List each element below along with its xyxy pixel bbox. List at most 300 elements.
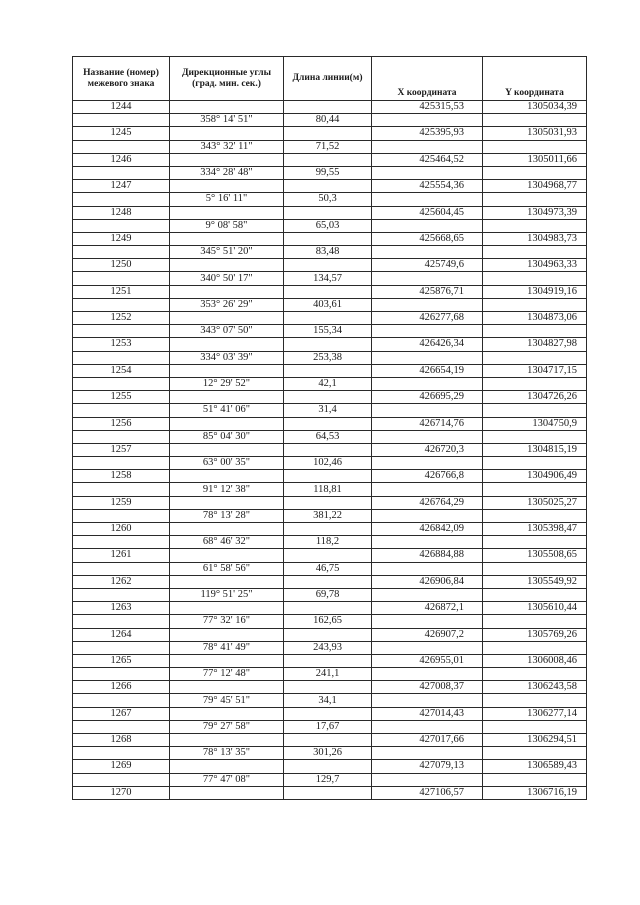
- direction-angle-cell: 12° 29' 52": [170, 377, 284, 390]
- y-coordinate-cell: 1305031,93: [483, 127, 587, 140]
- empty-length-cell: [284, 391, 372, 404]
- point-row: [73, 707, 587, 720]
- empty-x-cell: [372, 615, 483, 628]
- point-name-cell: 1254: [73, 364, 170, 377]
- x-coordinate-cell: 426695,29: [372, 391, 483, 404]
- y-coordinate-cell: 1305769,26: [483, 628, 587, 641]
- x-coordinate-cell: 425395,93: [372, 127, 483, 140]
- point-name-cell: 1252: [73, 312, 170, 325]
- empty-y-cell: [483, 298, 587, 311]
- empty-x-cell: [372, 747, 483, 760]
- direction-angle-cell: 343° 07' 50": [170, 325, 284, 338]
- empty-name-cell: [73, 641, 170, 654]
- empty-name-cell: [73, 588, 170, 601]
- empty-name-cell: [73, 272, 170, 285]
- empty-name-cell: [73, 509, 170, 522]
- direction-angle-cell: 119° 51' 25": [170, 588, 284, 601]
- line-length-cell: 99,55: [284, 166, 372, 179]
- empty-x-cell: [372, 246, 483, 259]
- direction-angle-cell: 51° 41' 06": [170, 404, 284, 417]
- empty-name-cell: [73, 351, 170, 364]
- header-length: Длина линии(м): [284, 57, 372, 101]
- line-length-cell: 31,4: [284, 404, 372, 417]
- empty-x-cell: [372, 193, 483, 206]
- coordinates-sheet: [72, 56, 586, 836]
- point-name-cell: 1264: [73, 628, 170, 641]
- empty-name-cell: [73, 562, 170, 575]
- point-name-cell: 1249: [73, 232, 170, 245]
- x-coordinate-cell: 425554,36: [372, 180, 483, 193]
- point-row: [73, 602, 587, 615]
- segment-row: [73, 140, 587, 153]
- point-name-cell: 1270: [73, 786, 170, 799]
- empty-x-cell: [372, 773, 483, 786]
- empty-name-cell: [73, 114, 170, 127]
- y-coordinate-cell: 1306243,58: [483, 681, 587, 694]
- direction-angle-cell: 68° 46' 32": [170, 536, 284, 549]
- y-coordinate-cell: 1304750,9: [483, 417, 587, 430]
- point-name-cell: 1262: [73, 575, 170, 588]
- empty-x-cell: [372, 166, 483, 179]
- line-length-cell: 71,52: [284, 140, 372, 153]
- point-name-cell: 1263: [73, 602, 170, 615]
- x-coordinate-cell: 425749,6: [372, 259, 483, 272]
- line-length-cell: 241,1: [284, 668, 372, 681]
- empty-x-cell: [372, 588, 483, 601]
- point-row: [73, 232, 587, 245]
- empty-y-cell: [483, 272, 587, 285]
- segment-row: [73, 166, 587, 179]
- direction-angle-cell: 85° 04' 30": [170, 430, 284, 443]
- line-length-cell: 65,03: [284, 219, 372, 232]
- empty-length-cell: [284, 338, 372, 351]
- empty-name-cell: [73, 457, 170, 470]
- empty-angle-cell: [170, 443, 284, 456]
- empty-angle-cell: [170, 602, 284, 615]
- direction-angle-cell: 78° 13' 35": [170, 747, 284, 760]
- empty-x-cell: [372, 509, 483, 522]
- direction-angle-cell: 61° 58' 56": [170, 562, 284, 575]
- empty-length-cell: [284, 654, 372, 667]
- empty-angle-cell: [170, 101, 284, 114]
- boundary-coordinates-table: [72, 56, 587, 800]
- empty-name-cell: [73, 377, 170, 390]
- empty-y-cell: [483, 509, 587, 522]
- empty-angle-cell: [170, 681, 284, 694]
- segment-row: [73, 404, 587, 417]
- y-coordinate-cell: 1304973,39: [483, 206, 587, 219]
- point-name-cell: 1247: [73, 180, 170, 193]
- empty-name-cell: [73, 193, 170, 206]
- empty-length-cell: [284, 312, 372, 325]
- empty-angle-cell: [170, 285, 284, 298]
- empty-angle-cell: [170, 707, 284, 720]
- direction-angle-cell: 91° 12' 38": [170, 483, 284, 496]
- empty-y-cell: [483, 193, 587, 206]
- x-coordinate-cell: 427008,37: [372, 681, 483, 694]
- point-name-cell: 1258: [73, 470, 170, 483]
- empty-angle-cell: [170, 259, 284, 272]
- line-length-cell: 64,53: [284, 430, 372, 443]
- x-coordinate-cell: 427079,13: [372, 760, 483, 773]
- point-row: [73, 417, 587, 430]
- line-length-cell: 50,3: [284, 193, 372, 206]
- empty-x-cell: [372, 694, 483, 707]
- x-coordinate-cell: 426766,8: [372, 470, 483, 483]
- y-coordinate-cell: 1305034,39: [483, 101, 587, 114]
- empty-angle-cell: [170, 549, 284, 562]
- point-row: [73, 364, 587, 377]
- empty-name-cell: [73, 694, 170, 707]
- segment-row: [73, 193, 587, 206]
- empty-length-cell: [284, 575, 372, 588]
- x-coordinate-cell: 425604,45: [372, 206, 483, 219]
- line-length-cell: 118,2: [284, 536, 372, 549]
- x-coordinate-cell: 426955,01: [372, 654, 483, 667]
- header-name: Название (номер) межевого знака: [73, 57, 170, 101]
- y-coordinate-cell: 1305508,65: [483, 549, 587, 562]
- x-coordinate-cell: 425315,53: [372, 101, 483, 114]
- point-row: [73, 654, 587, 667]
- point-row: [73, 549, 587, 562]
- empty-angle-cell: [170, 312, 284, 325]
- empty-angle-cell: [170, 496, 284, 509]
- y-coordinate-cell: 1306008,46: [483, 654, 587, 667]
- segment-row: [73, 668, 587, 681]
- empty-name-cell: [73, 615, 170, 628]
- segment-row: [73, 615, 587, 628]
- y-coordinate-cell: 1304983,73: [483, 232, 587, 245]
- empty-angle-cell: [170, 417, 284, 430]
- empty-name-cell: [73, 430, 170, 443]
- direction-angle-cell: 77° 32' 16": [170, 615, 284, 628]
- point-row: [73, 312, 587, 325]
- empty-y-cell: [483, 325, 587, 338]
- header-y: Y координата: [483, 57, 587, 101]
- direction-angle-cell: 77° 12' 48": [170, 668, 284, 681]
- point-name-cell: 1266: [73, 681, 170, 694]
- line-length-cell: 253,38: [284, 351, 372, 364]
- point-row: [73, 391, 587, 404]
- header-row: [73, 57, 587, 101]
- x-coordinate-cell: 426654,19: [372, 364, 483, 377]
- point-name-cell: 1250: [73, 259, 170, 272]
- empty-y-cell: [483, 747, 587, 760]
- line-length-cell: 381,22: [284, 509, 372, 522]
- empty-y-cell: [483, 615, 587, 628]
- empty-x-cell: [372, 377, 483, 390]
- empty-name-cell: [73, 773, 170, 786]
- point-name-cell: 1256: [73, 417, 170, 430]
- empty-name-cell: [73, 140, 170, 153]
- empty-y-cell: [483, 483, 587, 496]
- y-coordinate-cell: 1305610,44: [483, 602, 587, 615]
- point-name-cell: 1257: [73, 443, 170, 456]
- empty-length-cell: [284, 364, 372, 377]
- y-coordinate-cell: 1305398,47: [483, 523, 587, 536]
- empty-x-cell: [372, 298, 483, 311]
- segment-row: [73, 562, 587, 575]
- empty-angle-cell: [170, 575, 284, 588]
- empty-angle-cell: [170, 153, 284, 166]
- point-row: [73, 681, 587, 694]
- empty-y-cell: [483, 457, 587, 470]
- empty-y-cell: [483, 430, 587, 443]
- empty-angle-cell: [170, 628, 284, 641]
- x-coordinate-cell: 426907,2: [372, 628, 483, 641]
- point-name-cell: 1244: [73, 101, 170, 114]
- x-coordinate-cell: 426714,76: [372, 417, 483, 430]
- point-row: [73, 206, 587, 219]
- segment-row: [73, 351, 587, 364]
- empty-length-cell: [284, 206, 372, 219]
- empty-y-cell: [483, 641, 587, 654]
- line-length-cell: 80,44: [284, 114, 372, 127]
- direction-angle-cell: 78° 41' 49": [170, 641, 284, 654]
- point-row: [73, 523, 587, 536]
- x-coordinate-cell: 425876,71: [372, 285, 483, 298]
- empty-angle-cell: [170, 734, 284, 747]
- line-length-cell: 129,7: [284, 773, 372, 786]
- direction-angle-cell: 334° 03' 39": [170, 351, 284, 364]
- point-name-cell: 1267: [73, 707, 170, 720]
- point-name-cell: 1268: [73, 734, 170, 747]
- empty-y-cell: [483, 377, 587, 390]
- empty-x-cell: [372, 641, 483, 654]
- line-length-cell: 301,26: [284, 747, 372, 760]
- point-row: [73, 338, 587, 351]
- empty-angle-cell: [170, 470, 284, 483]
- header-x: X координата: [372, 57, 483, 101]
- empty-name-cell: [73, 219, 170, 232]
- direction-angle-cell: 345° 51' 20": [170, 246, 284, 259]
- empty-y-cell: [483, 562, 587, 575]
- point-row: [73, 443, 587, 456]
- point-row: [73, 496, 587, 509]
- segment-row: [73, 588, 587, 601]
- empty-x-cell: [372, 430, 483, 443]
- y-coordinate-cell: 1306716,19: [483, 786, 587, 799]
- direction-angle-cell: 5° 16' 11": [170, 193, 284, 206]
- empty-name-cell: [73, 668, 170, 681]
- empty-angle-cell: [170, 654, 284, 667]
- y-coordinate-cell: 1304815,19: [483, 443, 587, 456]
- empty-length-cell: [284, 602, 372, 615]
- empty-length-cell: [284, 153, 372, 166]
- point-row: [73, 734, 587, 747]
- empty-x-cell: [372, 404, 483, 417]
- direction-angle-cell: 9° 08' 58": [170, 219, 284, 232]
- empty-angle-cell: [170, 232, 284, 245]
- line-length-cell: 69,78: [284, 588, 372, 601]
- empty-length-cell: [284, 470, 372, 483]
- empty-length-cell: [284, 786, 372, 799]
- line-length-cell: 34,1: [284, 694, 372, 707]
- segment-row: [73, 272, 587, 285]
- empty-length-cell: [284, 232, 372, 245]
- point-row: [73, 127, 587, 140]
- empty-x-cell: [372, 668, 483, 681]
- empty-x-cell: [372, 272, 483, 285]
- empty-angle-cell: [170, 364, 284, 377]
- x-coordinate-cell: 427017,66: [372, 734, 483, 747]
- point-row: [73, 285, 587, 298]
- empty-length-cell: [284, 707, 372, 720]
- empty-y-cell: [483, 246, 587, 259]
- empty-y-cell: [483, 668, 587, 681]
- line-length-cell: 83,48: [284, 246, 372, 259]
- direction-angle-cell: 79° 45' 51": [170, 694, 284, 707]
- empty-name-cell: [73, 720, 170, 733]
- empty-length-cell: [284, 417, 372, 430]
- segment-row: [73, 430, 587, 443]
- empty-name-cell: [73, 747, 170, 760]
- point-name-cell: 1259: [73, 496, 170, 509]
- x-coordinate-cell: 426277,68: [372, 312, 483, 325]
- empty-x-cell: [372, 140, 483, 153]
- x-coordinate-cell: 426764,29: [372, 496, 483, 509]
- empty-length-cell: [284, 760, 372, 773]
- empty-name-cell: [73, 483, 170, 496]
- y-coordinate-cell: 1304963,33: [483, 259, 587, 272]
- segment-row: [73, 377, 587, 390]
- x-coordinate-cell: 425464,52: [372, 153, 483, 166]
- x-coordinate-cell: 426884,88: [372, 549, 483, 562]
- point-row: [73, 101, 587, 114]
- segment-row: [73, 773, 587, 786]
- segment-row: [73, 246, 587, 259]
- x-coordinate-cell: 426842,09: [372, 523, 483, 536]
- x-coordinate-cell: 426720,3: [372, 443, 483, 456]
- empty-angle-cell: [170, 786, 284, 799]
- header-angle: Дирекционные углы (град. мин. сек.): [170, 57, 284, 101]
- empty-x-cell: [372, 114, 483, 127]
- empty-x-cell: [372, 325, 483, 338]
- empty-name-cell: [73, 404, 170, 417]
- empty-length-cell: [284, 734, 372, 747]
- point-row: [73, 786, 587, 799]
- empty-x-cell: [372, 457, 483, 470]
- point-name-cell: 1253: [73, 338, 170, 351]
- line-length-cell: 155,34: [284, 325, 372, 338]
- segment-row: [73, 641, 587, 654]
- empty-length-cell: [284, 681, 372, 694]
- empty-length-cell: [284, 443, 372, 456]
- empty-length-cell: [284, 496, 372, 509]
- direction-angle-cell: 79° 27' 58": [170, 720, 284, 733]
- segment-row: [73, 720, 587, 733]
- empty-name-cell: [73, 298, 170, 311]
- point-row: [73, 575, 587, 588]
- point-name-cell: 1251: [73, 285, 170, 298]
- point-name-cell: 1246: [73, 153, 170, 166]
- empty-x-cell: [372, 720, 483, 733]
- empty-y-cell: [483, 404, 587, 417]
- empty-name-cell: [73, 325, 170, 338]
- y-coordinate-cell: 1306277,14: [483, 707, 587, 720]
- point-row: [73, 470, 587, 483]
- line-length-cell: 102,46: [284, 457, 372, 470]
- y-coordinate-cell: 1304827,98: [483, 338, 587, 351]
- empty-y-cell: [483, 694, 587, 707]
- direction-angle-cell: 334° 28' 48": [170, 166, 284, 179]
- x-coordinate-cell: 426426,34: [372, 338, 483, 351]
- table-body: [73, 101, 587, 800]
- empty-length-cell: [284, 549, 372, 562]
- empty-y-cell: [483, 140, 587, 153]
- segment-row: [73, 219, 587, 232]
- line-length-cell: 403,61: [284, 298, 372, 311]
- line-length-cell: 17,67: [284, 720, 372, 733]
- y-coordinate-cell: 1304717,15: [483, 364, 587, 377]
- segment-row: [73, 114, 587, 127]
- empty-y-cell: [483, 114, 587, 127]
- y-coordinate-cell: 1305549,92: [483, 575, 587, 588]
- empty-length-cell: [284, 523, 372, 536]
- segment-row: [73, 747, 587, 760]
- point-name-cell: 1248: [73, 206, 170, 219]
- y-coordinate-cell: 1306589,43: [483, 760, 587, 773]
- y-coordinate-cell: 1304968,77: [483, 180, 587, 193]
- empty-length-cell: [284, 101, 372, 114]
- point-row: [73, 153, 587, 166]
- point-name-cell: 1269: [73, 760, 170, 773]
- empty-angle-cell: [170, 206, 284, 219]
- y-coordinate-cell: 1304906,49: [483, 470, 587, 483]
- empty-length-cell: [284, 628, 372, 641]
- y-coordinate-cell: 1306294,51: [483, 734, 587, 747]
- empty-name-cell: [73, 166, 170, 179]
- x-coordinate-cell: 426906,84: [372, 575, 483, 588]
- line-length-cell: 42,1: [284, 377, 372, 390]
- segment-row: [73, 694, 587, 707]
- line-length-cell: 46,75: [284, 562, 372, 575]
- y-coordinate-cell: 1304726,26: [483, 391, 587, 404]
- empty-length-cell: [284, 180, 372, 193]
- empty-x-cell: [372, 536, 483, 549]
- direction-angle-cell: 358° 14' 51": [170, 114, 284, 127]
- segment-row: [73, 457, 587, 470]
- point-name-cell: 1261: [73, 549, 170, 562]
- empty-angle-cell: [170, 338, 284, 351]
- point-row: [73, 259, 587, 272]
- x-coordinate-cell: 426872,1: [372, 602, 483, 615]
- empty-angle-cell: [170, 523, 284, 536]
- direction-angle-cell: 353° 26' 29": [170, 298, 284, 311]
- empty-angle-cell: [170, 127, 284, 140]
- empty-length-cell: [284, 259, 372, 272]
- direction-angle-cell: 63° 00' 35": [170, 457, 284, 470]
- direction-angle-cell: 78° 13' 28": [170, 509, 284, 522]
- empty-x-cell: [372, 562, 483, 575]
- empty-angle-cell: [170, 180, 284, 193]
- empty-length-cell: [284, 127, 372, 140]
- y-coordinate-cell: 1305025,27: [483, 496, 587, 509]
- segment-row: [73, 509, 587, 522]
- empty-y-cell: [483, 720, 587, 733]
- x-coordinate-cell: 427014,43: [372, 707, 483, 720]
- line-length-cell: 243,93: [284, 641, 372, 654]
- line-length-cell: 118,81: [284, 483, 372, 496]
- empty-y-cell: [483, 536, 587, 549]
- segment-row: [73, 298, 587, 311]
- x-coordinate-cell: 425668,65: [372, 232, 483, 245]
- y-coordinate-cell: 1304873,06: [483, 312, 587, 325]
- line-length-cell: 162,65: [284, 615, 372, 628]
- direction-angle-cell: 340° 50' 17": [170, 272, 284, 285]
- point-row: [73, 628, 587, 641]
- line-length-cell: 134,57: [284, 272, 372, 285]
